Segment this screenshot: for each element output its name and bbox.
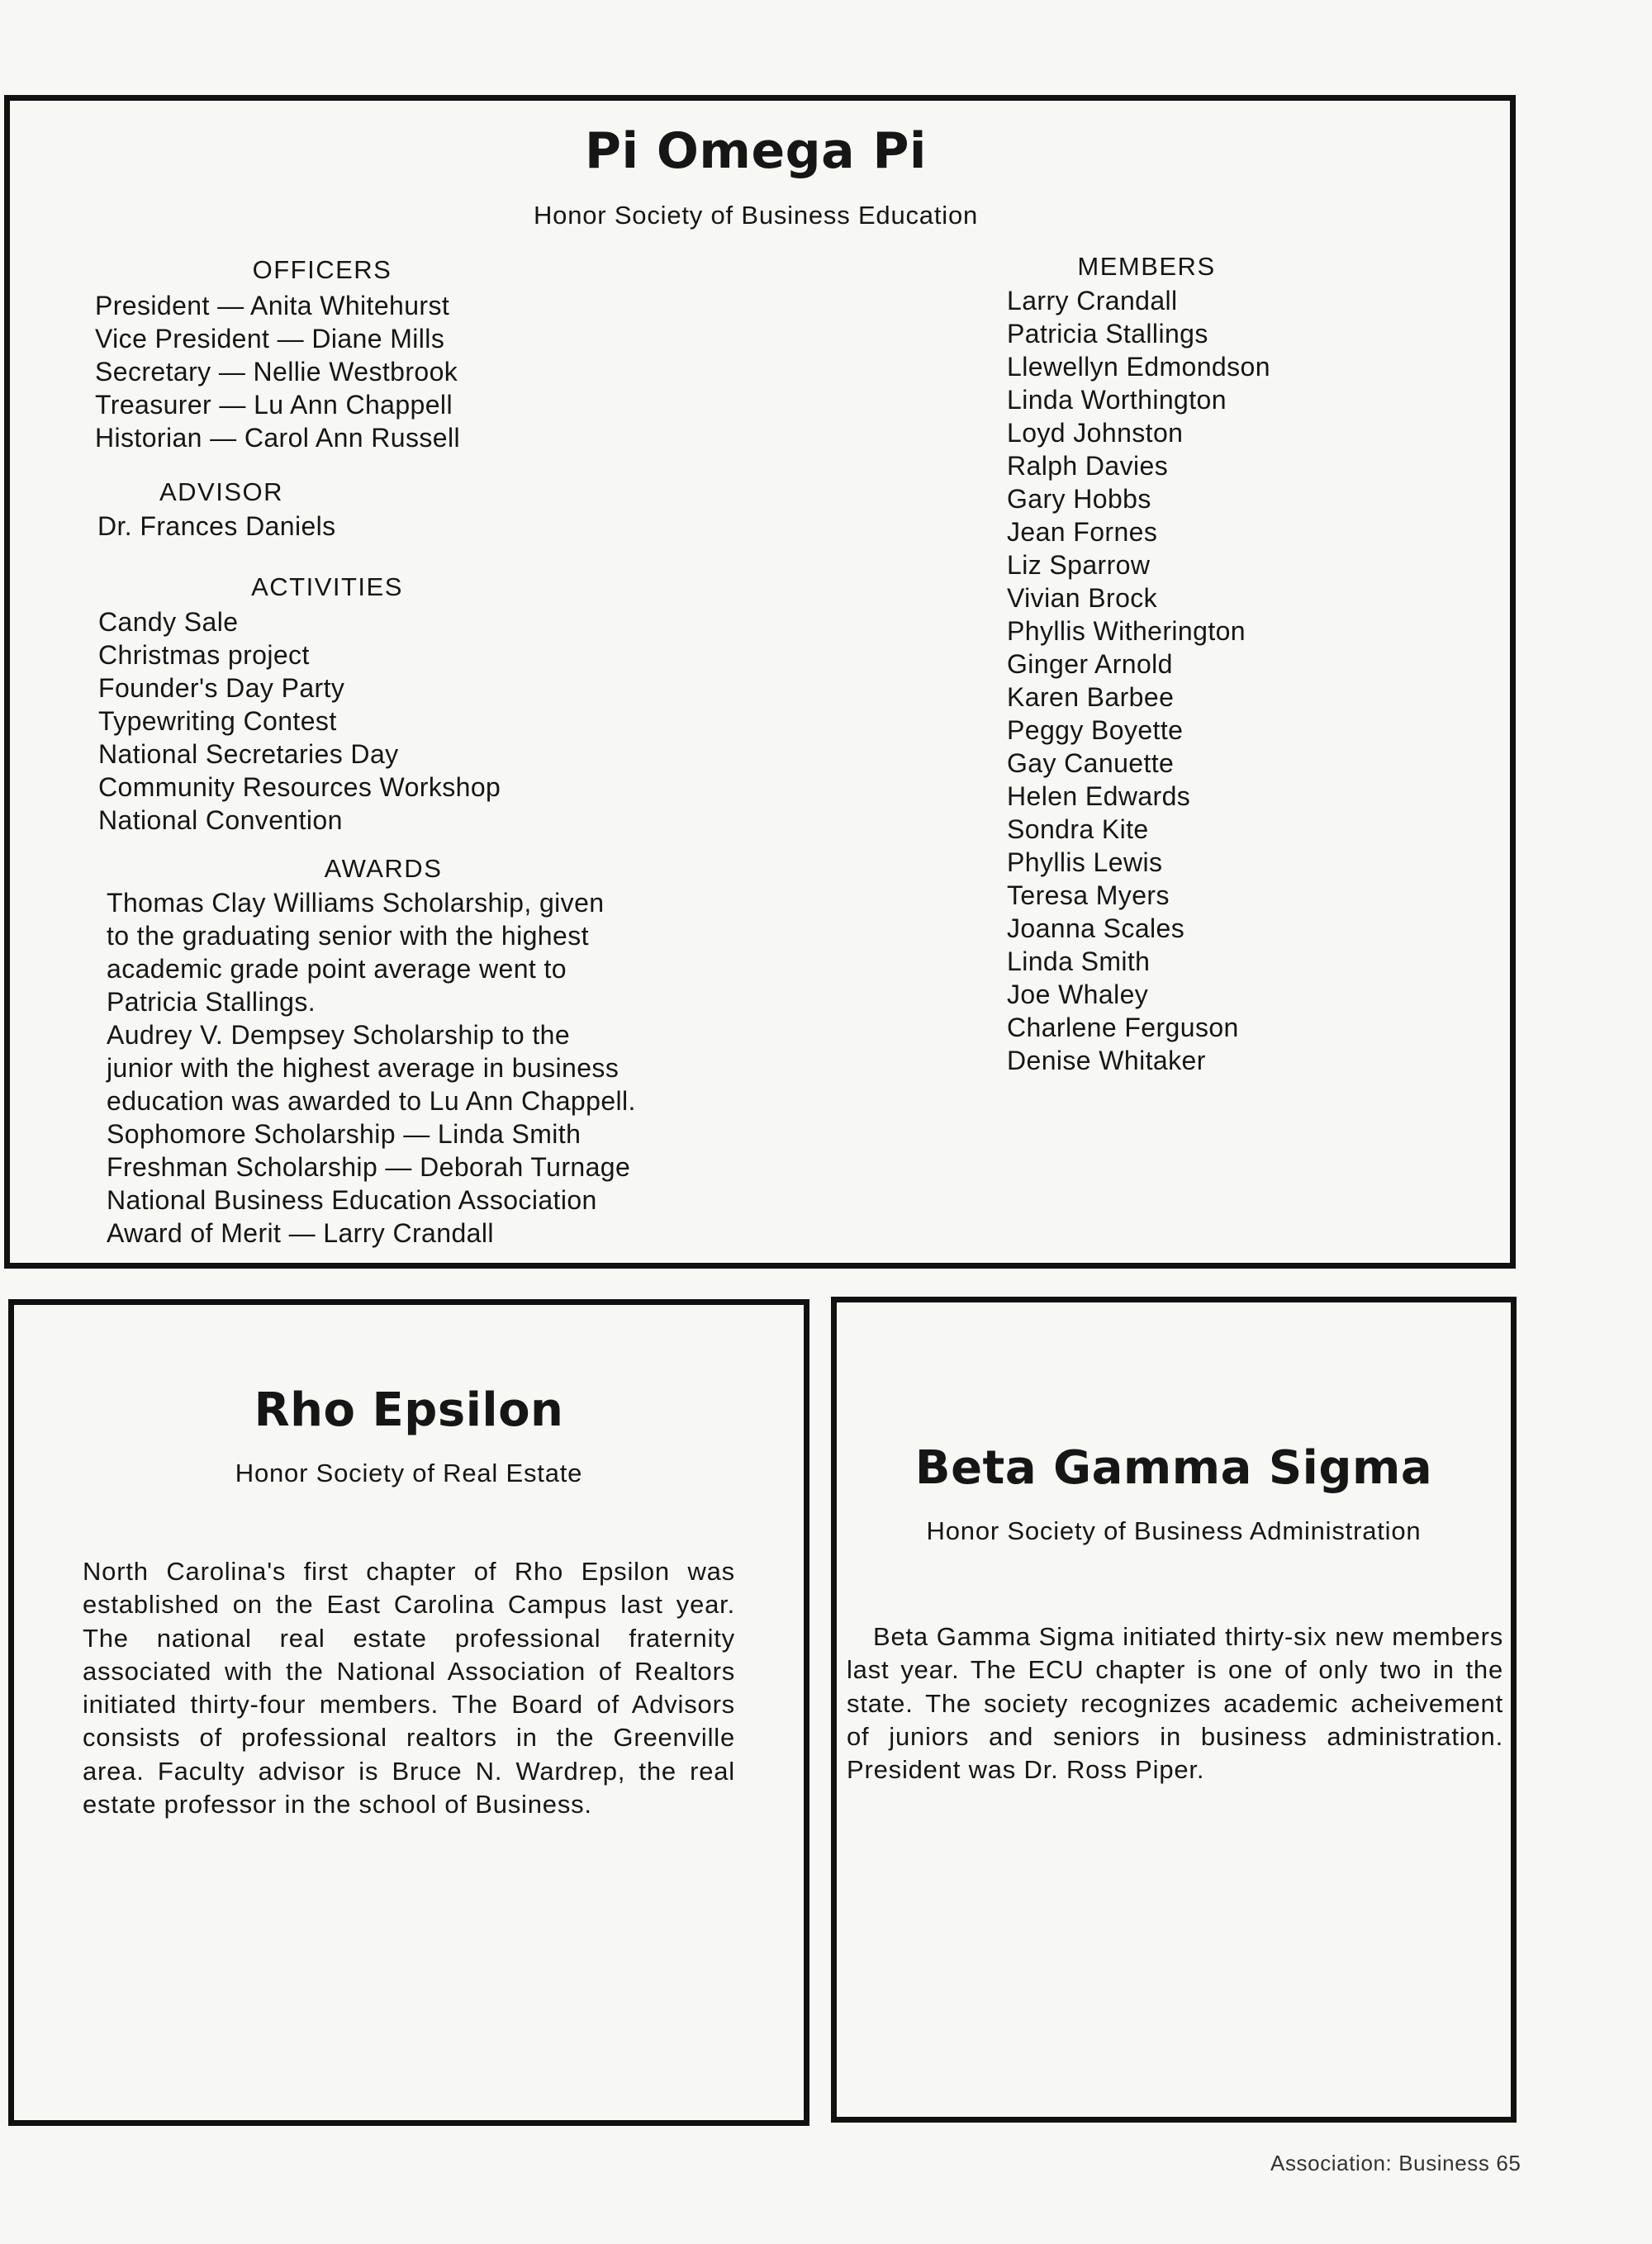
activity-item: Community Resources Workshop [98,772,501,802]
advisor-heading: ADVISOR [159,477,284,506]
member-item: Joanna Scales [1007,913,1185,943]
activity-item: Typewriting Contest [98,706,337,736]
advisor-item: Dr. Frances Daniels [97,511,336,541]
officer-item: Secretary — Nellie Westbrook [95,357,458,387]
pi-omega-pi-title: Pi Omega Pi [584,122,927,180]
activity-item: National Convention [98,805,343,835]
award-line: Freshman Scholarship — Deborah Turnage [107,1152,631,1182]
member-item: Larry Crandall [1007,286,1178,315]
beta-gamma-sigma-title: Beta Gamma Sigma [914,1441,1433,1495]
activities-heading: ACTIVITIES [251,572,403,601]
rho-epsilon-body: North Carolina's first chapter of Rho Epsilon was established on the East Carolina Campus last year. The national real estate professional fraternity associated with the National Association of Realtors initiated thirty-four members. The Board of Advisors consists of professional realtors in the Greenville area. Faculty advisor is Bruce N. Wardrep, the real estate professor in the school of Business. [83,1557,735,1819]
member-item: Joe Whaley [1007,980,1149,1009]
advisor-name [97,510,336,543]
award-line: academic grade point average went to [107,954,567,984]
member-item: Llewellyn Edmondson [1007,352,1270,382]
activity-item: Christmas project [98,640,310,670]
member-item: Phyllis Lewis [1007,847,1163,877]
member-item: Gary Hobbs [1007,484,1151,514]
award-line: education was awarded to Lu Ann Chappell. [107,1086,636,1116]
award-line: Audrey V. Dempsey Scholarship to the [107,1020,571,1050]
member-item: Ralph Davies [1007,451,1169,481]
officer-item: President — Anita Whitehurst [95,291,450,320]
members-heading: MEMBERS [1077,252,1216,281]
member-item: Jean Fornes [1007,517,1158,547]
member-item: Peggy Boyette [1007,715,1184,745]
member-item: Sondra Kite [1007,814,1149,844]
member-item: Loyd Johnston [1007,418,1184,448]
award-line: Award of Merit — Larry Crandall [107,1218,494,1248]
officer-item: Historian — Carol Ann Russell [95,423,460,453]
member-item: Gay Canuette [1007,748,1175,778]
pi-omega-pi-subtitle: Honor Society of Business Education [533,201,979,230]
awards-list [107,886,636,1250]
member-item: Denise Whitaker [1007,1046,1206,1075]
member-item: Teresa Myers [1007,880,1170,910]
member-item: Helen Edwards [1007,781,1191,811]
member-item: Linda Worthington [1007,385,1227,415]
officers-heading: OFFICERS [252,255,392,284]
activity-item: National Secretaries Day [98,739,399,769]
officer-item: Treasurer — Lu Ann Chappell [95,390,453,420]
beta-gamma-sigma-body: Beta Gamma Sigma initiated thirty-six new members last year. The ECU chapter is one of only two in the state. The society recognizes academic acheivement of juniors and seniors in business administration. President was Dr. Ross Piper. [847,1622,1503,1785]
rho-epsilon-subtitle: Honor Society of Real Estate [235,1459,583,1487]
officers-list [95,289,460,454]
beta-gamma-sigma-subtitle: Honor Society of Business Administration [926,1516,1422,1545]
member-item: Linda Smith [1007,946,1151,976]
member-item: Ginger Arnold [1007,649,1173,679]
member-item: Patricia Stallings [1007,319,1208,349]
member-item: Karen Barbee [1007,682,1175,712]
award-line: to the graduating senior with the highest [107,921,589,951]
award-line: Patricia Stallings. [107,987,316,1017]
rho-epsilon-title: Rho Epsilon [254,1383,564,1437]
award-line: junior with the highest average in business [107,1053,620,1083]
member-item: Liz Sparrow [1007,550,1151,580]
activities-list [98,605,501,837]
award-line: Sophomore Scholarship — Linda Smith [107,1119,582,1149]
award-line: Thomas Clay Williams Scholarship, given [107,888,605,918]
awards-heading: AWARDS [324,854,443,883]
activity-item: Candy Sale [98,607,239,637]
member-item: Phyllis Witherington [1007,616,1246,646]
member-item: Charlene Ferguson [1007,1013,1239,1042]
award-line: National Business Education Association [107,1185,597,1215]
page-footer: Association: Business 65 [1270,2151,1521,2175]
members-list [1007,284,1270,1077]
activity-item: Founder's Day Party [98,673,345,703]
officer-item: Vice President — Diane Mills [95,324,445,353]
member-item: Vivian Brock [1007,583,1158,613]
